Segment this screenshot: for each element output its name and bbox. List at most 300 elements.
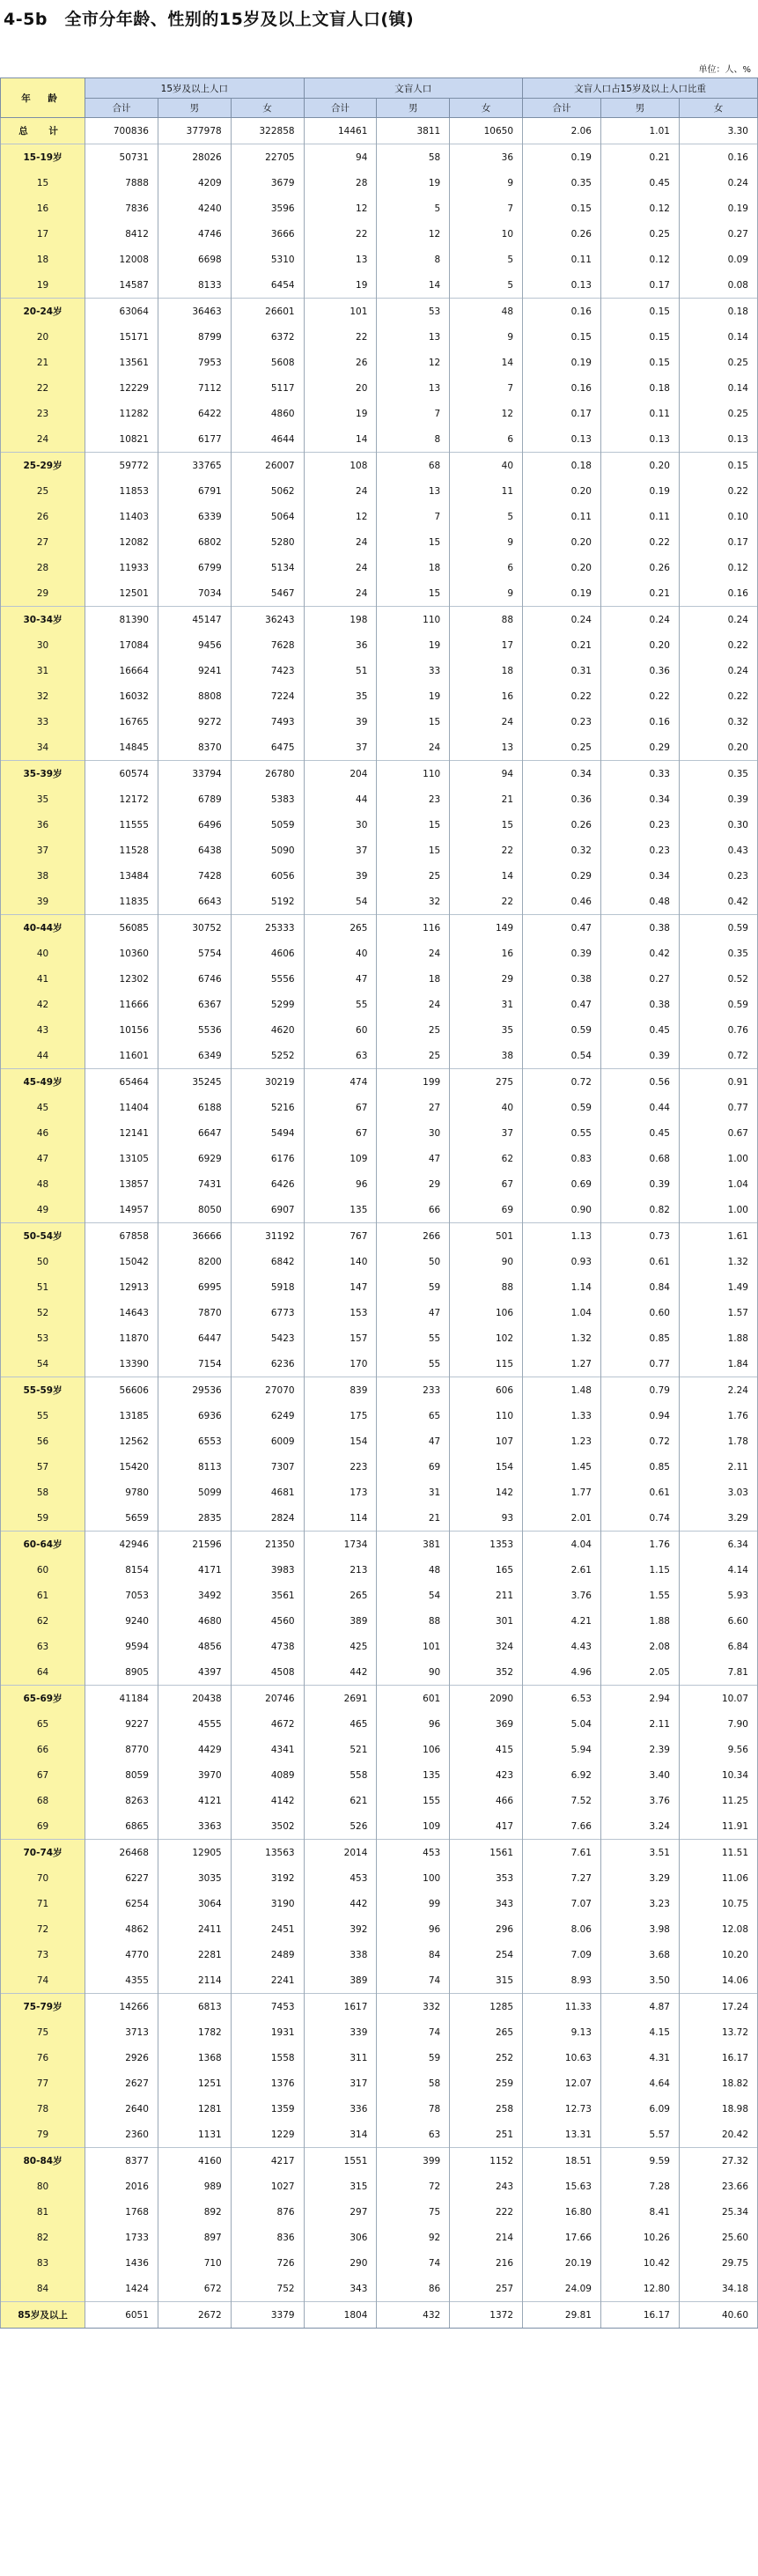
table-cell: 2.61 [523, 1557, 601, 1583]
table-cell: 4555 [158, 1711, 231, 1737]
table-cell: 155 [377, 1788, 450, 1813]
table-cell: 0.15 [679, 453, 757, 479]
table-cell: 0.14 [679, 324, 757, 350]
table-cell: 442 [304, 1659, 377, 1686]
table-cell: 27 [377, 1095, 450, 1120]
table-cell: 1229 [231, 2122, 304, 2148]
table-cell: 78 [377, 2096, 450, 2122]
table-cell: 13 [377, 478, 450, 504]
table-cell: 5252 [231, 1043, 304, 1069]
table-cell: 84 [377, 1942, 450, 1967]
table-cell: 60574 [85, 761, 158, 787]
row-age-label: 83 [1, 2250, 85, 2276]
table-cell: 6842 [231, 1249, 304, 1274]
table-cell: 13563 [231, 1840, 304, 1866]
table-cell: 88 [450, 1274, 523, 1300]
table-cell: 17.24 [679, 1994, 757, 2020]
table-cell: 0.19 [679, 196, 757, 221]
table-cell: 86 [377, 2276, 450, 2302]
table-cell: 88 [377, 1608, 450, 1634]
table-cell: 381 [377, 1532, 450, 1558]
group-row [1, 607, 758, 633]
table-cell: 353 [450, 1865, 523, 1891]
table-cell: 10821 [85, 426, 158, 453]
table-cell: 19 [377, 683, 450, 709]
table-cell: 1372 [450, 2302, 523, 2329]
table-cell: 66 [377, 1197, 450, 1223]
table-cell: 1.61 [679, 1223, 757, 1250]
header-pop-male: 男 [158, 99, 231, 118]
table-cell: 0.35 [523, 170, 601, 196]
table-cell: 989 [158, 2174, 231, 2199]
table-cell: 0.29 [523, 863, 601, 889]
table-cell: 6.84 [679, 1634, 757, 1659]
group-row [1, 1069, 758, 1096]
table-cell: 35245 [158, 1069, 231, 1096]
table-cell: 88 [450, 607, 523, 633]
table-cell: 0.24 [679, 170, 757, 196]
table-cell: 3596 [231, 196, 304, 221]
table-cell: 0.34 [523, 761, 601, 787]
table-cell: 3.68 [600, 1942, 679, 1967]
table-row [1, 478, 758, 504]
table-cell: 526 [304, 1813, 377, 1840]
table-cell: 672 [158, 2276, 231, 2302]
row-age-label: 60 [1, 1557, 85, 1583]
table-cell: 0.74 [600, 1505, 679, 1532]
table-cell: 4355 [85, 1967, 158, 1994]
table-cell: 0.22 [679, 632, 757, 658]
table-cell: 0.16 [600, 709, 679, 734]
table-cell: 26601 [231, 299, 304, 325]
table-cell: 4.87 [600, 1994, 679, 2020]
table-cell: 0.59 [523, 1095, 601, 1120]
table-cell: 0.38 [600, 992, 679, 1017]
table-cell: 0.29 [600, 734, 679, 761]
row-age-label: 57 [1, 1454, 85, 1480]
table-row [1, 1146, 758, 1171]
table-cell: 2.05 [600, 1659, 679, 1686]
table-cell: 1.14 [523, 1274, 601, 1300]
table-cell: 1.33 [523, 1403, 601, 1428]
table-cell: 0.15 [600, 299, 679, 325]
table-cell: 204 [304, 761, 377, 787]
table-cell: 15 [377, 812, 450, 838]
table-cell: 0.72 [600, 1428, 679, 1454]
table-cell: 25.60 [679, 2225, 757, 2250]
table-cell: 90 [450, 1249, 523, 1274]
table-row [1, 1480, 758, 1505]
table-cell: 7 [377, 504, 450, 529]
table-cell: 710 [158, 2250, 231, 2276]
table-cell: 3811 [377, 118, 450, 144]
table-cell: 0.35 [679, 761, 757, 787]
table-cell: 1.49 [679, 1274, 757, 1300]
group-row [1, 915, 758, 941]
table-cell: 6475 [231, 734, 304, 761]
table-cell: 16.17 [600, 2302, 679, 2329]
table-cell: 2281 [158, 1942, 231, 1967]
table-cell: 0.56 [600, 1069, 679, 1096]
table-cell: 24 [304, 478, 377, 504]
table-cell: 7.27 [523, 1865, 601, 1891]
table-cell: 2114 [158, 1967, 231, 1994]
row-age-label: 62 [1, 1608, 85, 1634]
table-cell: 7.28 [600, 2174, 679, 2199]
table-cell: 24 [377, 941, 450, 966]
row-age-label: 总 计 [1, 118, 85, 144]
table-cell: 40.60 [679, 2302, 757, 2329]
table-row [1, 2250, 758, 2276]
table-cell: 4142 [231, 1788, 304, 1813]
table-cell: 7112 [158, 375, 231, 401]
table-cell: 25 [377, 1017, 450, 1043]
table-cell: 7453 [231, 1994, 304, 2020]
row-age-label: 31 [1, 658, 85, 683]
table-cell: 0.17 [679, 529, 757, 555]
table-cell: 72 [377, 2174, 450, 2199]
table-cell: 9272 [158, 709, 231, 734]
table-cell: 352 [450, 1659, 523, 1686]
table-cell: 1.00 [679, 1146, 757, 1171]
table-row [1, 375, 758, 401]
table-cell: 15171 [85, 324, 158, 350]
table-cell: 6349 [158, 1043, 231, 1069]
table-cell: 7423 [231, 658, 304, 683]
table-cell: 3363 [158, 1813, 231, 1840]
table-cell: 0.39 [600, 1043, 679, 1069]
table-row [1, 529, 758, 555]
row-age-label: 58 [1, 1480, 85, 1505]
table-cell: 4397 [158, 1659, 231, 1686]
table-cell: 1424 [85, 2276, 158, 2302]
table-cell: 11.06 [679, 1865, 757, 1891]
table-cell: 6496 [158, 812, 231, 838]
table-cell: 0.61 [600, 1480, 679, 1505]
table-row [1, 632, 758, 658]
row-age-label: 71 [1, 1891, 85, 1916]
row-age-label: 38 [1, 863, 85, 889]
table-row [1, 1274, 758, 1300]
table-cell: 7.07 [523, 1891, 601, 1916]
table-cell: 3379 [231, 2302, 304, 2329]
table-cell: 11870 [85, 1325, 158, 1351]
table-cell: 37 [450, 1120, 523, 1146]
table-cell: 4.15 [600, 2019, 679, 2045]
table-cell: 839 [304, 1377, 377, 1404]
row-age-label: 50-54岁 [1, 1223, 85, 1250]
table-row [1, 889, 758, 915]
table-cell: 63 [304, 1043, 377, 1069]
table-cell: 3.51 [600, 1840, 679, 1866]
table-cell: 10360 [85, 941, 158, 966]
table-cell: 0.42 [600, 941, 679, 966]
row-age-label: 72 [1, 1916, 85, 1942]
table-cell: 343 [450, 1891, 523, 1916]
table-cell: 107 [450, 1428, 523, 1454]
table-cell: 15042 [85, 1249, 158, 1274]
row-age-label: 56 [1, 1428, 85, 1454]
table-cell: 18.51 [523, 2148, 601, 2174]
table-cell: 20.42 [679, 2122, 757, 2148]
table-row [1, 2199, 758, 2225]
table-cell: 110 [450, 1403, 523, 1428]
table-cell: 6056 [231, 863, 304, 889]
table-cell: 6367 [158, 992, 231, 1017]
table-cell: 453 [377, 1840, 450, 1866]
table-cell: 0.93 [523, 1249, 601, 1274]
table-cell: 1.48 [523, 1377, 601, 1404]
table-cell: 63 [377, 2122, 450, 2148]
table-cell: 0.25 [523, 734, 601, 761]
table-cell: 0.21 [600, 580, 679, 607]
table-cell: 259 [450, 2070, 523, 2096]
table-cell: 8808 [158, 683, 231, 709]
table-cell: 4738 [231, 1634, 304, 1659]
table-cell: 1782 [158, 2019, 231, 2045]
table-cell: 338 [304, 1942, 377, 1967]
table-cell: 1152 [450, 2148, 523, 2174]
table-cell: 27070 [231, 1377, 304, 1404]
table-cell: 10.26 [600, 2225, 679, 2250]
table-cell: 16.17 [679, 2045, 757, 2070]
table-cell: 60 [304, 1017, 377, 1043]
row-age-label: 29 [1, 580, 85, 607]
table-cell: 6 [450, 555, 523, 580]
table-row [1, 504, 758, 529]
row-age-label: 23 [1, 401, 85, 426]
table-cell: 67 [450, 1171, 523, 1197]
table-cell: 106 [377, 1737, 450, 1762]
row-age-label: 19 [1, 272, 85, 299]
table-cell: 135 [377, 1762, 450, 1788]
table-cell: 6553 [158, 1428, 231, 1454]
table-cell: 4.14 [679, 1557, 757, 1583]
table-cell: 275 [450, 1069, 523, 1096]
table-cell: 14 [377, 272, 450, 299]
table-row [1, 2096, 758, 2122]
table-cell: 110 [377, 607, 450, 633]
table-cell: 3.98 [600, 1916, 679, 1942]
table-cell: 11.33 [523, 1994, 601, 2020]
table-cell: 6426 [231, 1171, 304, 1197]
table-cell: 311 [304, 2045, 377, 2070]
table-cell: 1.78 [679, 1428, 757, 1454]
table-cell: 0.20 [600, 632, 679, 658]
table-cell: 16765 [85, 709, 158, 734]
table-cell: 10650 [450, 118, 523, 144]
table-cell: 5192 [231, 889, 304, 915]
row-age-label: 78 [1, 2096, 85, 2122]
group-row [1, 2302, 758, 2329]
table-cell: 29536 [158, 1377, 231, 1404]
table-cell: 1768 [85, 2199, 158, 2225]
table-cell: 4508 [231, 1659, 304, 1686]
table-cell: 2640 [85, 2096, 158, 2122]
table-cell: 0.20 [679, 734, 757, 761]
table-cell: 897 [158, 2225, 231, 2250]
row-age-label: 64 [1, 1659, 85, 1686]
table-cell: 40 [450, 1095, 523, 1120]
table-cell: 55 [304, 992, 377, 1017]
table-cell: 265 [450, 2019, 523, 2045]
table-cell: 7428 [158, 863, 231, 889]
table-cell: 265 [304, 1583, 377, 1608]
table-cell: 11933 [85, 555, 158, 580]
table-cell: 92 [377, 2225, 450, 2250]
table-cell: 1131 [158, 2122, 231, 2148]
table-cell: 0.73 [600, 1223, 679, 1250]
table-cell: 0.84 [600, 1274, 679, 1300]
table-cell: 1.32 [679, 1249, 757, 1274]
table-cell: 5 [377, 196, 450, 221]
table-cell: 15 [377, 838, 450, 863]
table-cell: 198 [304, 607, 377, 633]
row-age-label: 73 [1, 1942, 85, 1967]
table-row [1, 221, 758, 247]
table-cell: 0.39 [523, 941, 601, 966]
table-cell: 7493 [231, 709, 304, 734]
table-cell: 3666 [231, 221, 304, 247]
table-row [1, 1608, 758, 1634]
table-cell: 13 [377, 375, 450, 401]
table-cell: 7034 [158, 580, 231, 607]
header-age: 年 龄 [1, 78, 85, 118]
group-row [1, 2148, 758, 2174]
table-cell: 5494 [231, 1120, 304, 1146]
table-cell: 0.44 [600, 1095, 679, 1120]
table-cell: 0.34 [600, 863, 679, 889]
table-cell: 6249 [231, 1403, 304, 1428]
table-cell: 474 [304, 1069, 377, 1096]
table-cell: 5.04 [523, 1711, 601, 1737]
table-cell: 0.26 [600, 555, 679, 580]
table-cell: 26468 [85, 1840, 158, 1866]
table-row [1, 863, 758, 889]
table-cell: 11.51 [679, 1840, 757, 1866]
table-cell: 16.80 [523, 2199, 601, 2225]
table-row [1, 426, 758, 453]
table-cell: 12 [377, 221, 450, 247]
table-cell: 14643 [85, 1300, 158, 1325]
table-cell: 7836 [85, 196, 158, 221]
table-cell: 0.21 [523, 632, 601, 658]
table-cell: 62 [450, 1146, 523, 1171]
table-cell: 15 [377, 709, 450, 734]
table-cell: 1436 [85, 2250, 158, 2276]
group-row [1, 761, 758, 787]
table-cell: 0.24 [523, 607, 601, 633]
table-cell: 0.12 [600, 196, 679, 221]
table-cell: 0.77 [679, 1095, 757, 1120]
table-cell: 4856 [158, 1634, 231, 1659]
table-cell: 254 [450, 1942, 523, 1967]
table-cell: 4341 [231, 1737, 304, 1762]
table-cell: 0.24 [679, 658, 757, 683]
table-cell: 4121 [158, 1788, 231, 1813]
row-age-label: 22 [1, 375, 85, 401]
table-cell: 9241 [158, 658, 231, 683]
table-cell: 20746 [231, 1686, 304, 1712]
table-cell: 297 [304, 2199, 377, 2225]
table-cell: 601 [377, 1686, 450, 1712]
table-cell: 20 [304, 375, 377, 401]
table-cell: 0.36 [523, 786, 601, 812]
table-cell: 11.91 [679, 1813, 757, 1840]
table-cell: 0.21 [600, 144, 679, 171]
table-cell: 6254 [85, 1891, 158, 1916]
table-cell: 54 [304, 889, 377, 915]
table-cell: 1.15 [600, 1557, 679, 1583]
table-cell: 36 [304, 632, 377, 658]
table-cell: 21350 [231, 1532, 304, 1558]
table-cell: 3502 [231, 1813, 304, 1840]
row-age-label: 26 [1, 504, 85, 529]
table-row [1, 1171, 758, 1197]
table-cell: 16032 [85, 683, 158, 709]
table-cell: 2241 [231, 1967, 304, 1994]
table-cell: 21 [450, 786, 523, 812]
table-cell: 11555 [85, 812, 158, 838]
table-cell: 9780 [85, 1480, 158, 1505]
table-cell: 33765 [158, 453, 231, 479]
row-age-label: 15 [1, 170, 85, 196]
table-cell: 6995 [158, 1274, 231, 1300]
table-cell: 0.33 [600, 761, 679, 787]
table-cell: 0.08 [679, 272, 757, 299]
table-cell: 36 [450, 144, 523, 171]
row-age-label: 16 [1, 196, 85, 221]
table-cell: 2451 [231, 1916, 304, 1942]
table-cell: 8133 [158, 272, 231, 299]
table-cell: 9.56 [679, 1737, 757, 1762]
table-cell: 4.04 [523, 1532, 601, 1558]
table-cell: 4680 [158, 1608, 231, 1634]
table-cell: 6177 [158, 426, 231, 453]
table-cell: 154 [304, 1428, 377, 1454]
table-cell: 0.23 [600, 838, 679, 863]
table-cell: 6.92 [523, 1762, 601, 1788]
table-cell: 5754 [158, 941, 231, 966]
table-cell: 2824 [231, 1505, 304, 1532]
table-row [1, 1249, 758, 1274]
table-cell: 836 [231, 2225, 304, 2250]
total-row [1, 118, 758, 144]
table-cell: 26 [304, 350, 377, 375]
table-cell: 7.81 [679, 1659, 757, 1686]
table-row [1, 196, 758, 221]
table-cell: 5.57 [600, 2122, 679, 2148]
table-cell: 6929 [158, 1146, 231, 1171]
table-cell: 8200 [158, 1249, 231, 1274]
table-cell: 222 [450, 2199, 523, 2225]
table-cell: 453 [304, 1865, 377, 1891]
table-cell: 5659 [85, 1505, 158, 1532]
table-cell: 336 [304, 2096, 377, 2122]
table-cell: 13484 [85, 863, 158, 889]
table-cell: 1561 [450, 1840, 523, 1866]
table-cell: 1.01 [600, 118, 679, 144]
table-cell: 116 [377, 915, 450, 941]
table-row [1, 247, 758, 272]
table-cell: 3192 [231, 1865, 304, 1891]
table-cell: 1.04 [523, 1300, 601, 1325]
table-row [1, 1788, 758, 1813]
table-cell: 6643 [158, 889, 231, 915]
table-cell: 32 [377, 889, 450, 915]
table-cell: 106 [450, 1300, 523, 1325]
table-cell: 4770 [85, 1942, 158, 1967]
